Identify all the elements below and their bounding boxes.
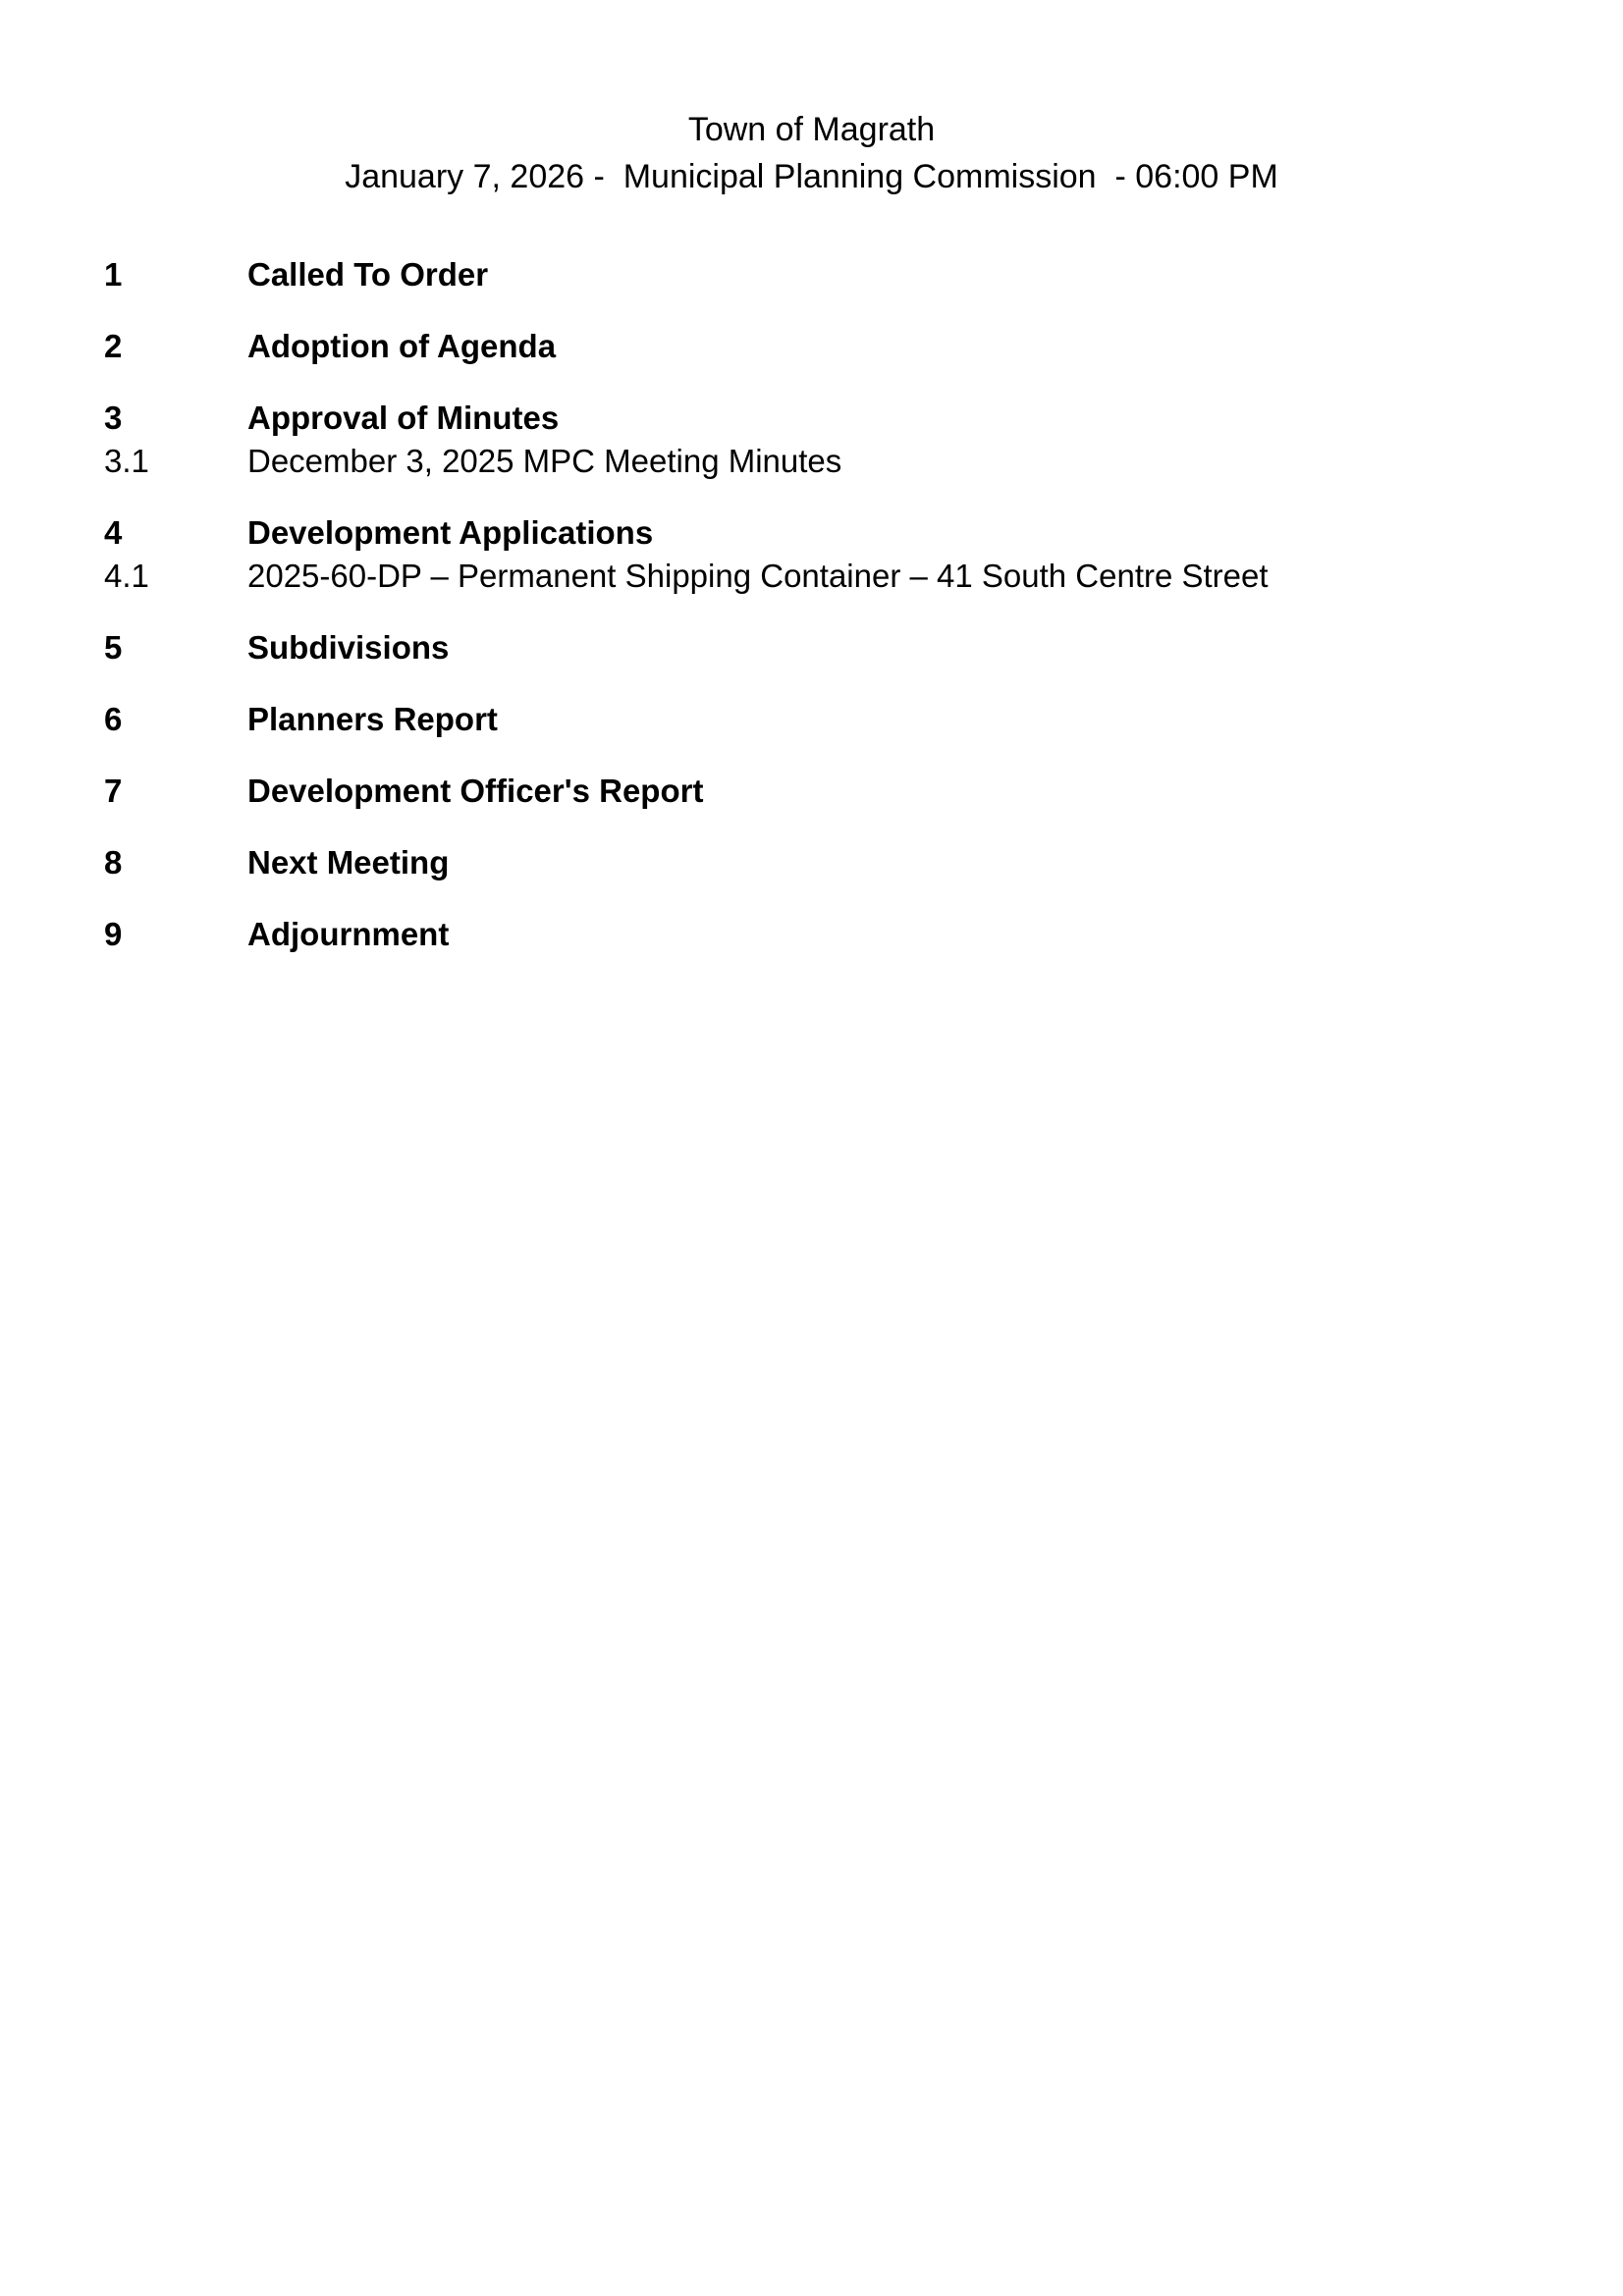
agenda-item-title: Adoption of Agenda (247, 328, 557, 364)
agenda-subitem-number: 3.1 (104, 443, 149, 479)
agenda-item (104, 626, 1538, 669)
meeting-title: January 7, 2026 - Municipal Planning Commission - 06:00 PM (345, 158, 1278, 195)
agenda-item (104, 325, 1538, 368)
agenda-item-title: Development Officer's Report (247, 773, 704, 809)
agenda-item (104, 397, 1538, 440)
agenda-item-title: Subdivisions (247, 629, 450, 666)
agenda-item-title: Adjournment (247, 916, 450, 952)
agenda-subitem (104, 440, 1538, 483)
agenda-item-number: 2 (104, 328, 123, 364)
agenda-item (104, 913, 1538, 956)
agenda-item-title: Development Applications (247, 514, 654, 551)
agenda-item-number: 6 (104, 701, 123, 737)
agenda-item-title: Called To Order (247, 256, 489, 293)
agenda-item-number: 5 (104, 629, 123, 666)
agenda-item (104, 770, 1538, 813)
agenda-item (104, 698, 1538, 741)
agenda-item-title: Planners Report (247, 701, 498, 737)
agenda-item-title: Next Meeting (247, 844, 450, 881)
agenda-item-number: 3 (104, 400, 123, 436)
agenda-subitem-number: 4.1 (104, 558, 149, 594)
agenda-subitem-title: 2025-60-DP – Permanent Shipping Container – 41 South Centre Street (247, 558, 1269, 594)
agenda-item-title: Approval of Minutes (247, 400, 560, 436)
agenda-subitem (104, 555, 1538, 598)
organization-name: Town of Magrath (687, 111, 936, 148)
document-header (0, 106, 1623, 200)
agenda-list (104, 253, 1538, 956)
agenda-item (104, 511, 1538, 555)
agenda-item (104, 841, 1538, 884)
agenda-item-number: 7 (104, 773, 123, 809)
agenda-item-number: 4 (104, 514, 123, 551)
agenda-subitem-title: December 3, 2025 MPC Meeting Minutes (247, 443, 842, 479)
agenda-item-number: 8 (104, 844, 123, 881)
agenda-item-number: 9 (104, 916, 123, 952)
agenda-item (104, 253, 1538, 296)
agenda-item-number: 1 (104, 256, 123, 293)
